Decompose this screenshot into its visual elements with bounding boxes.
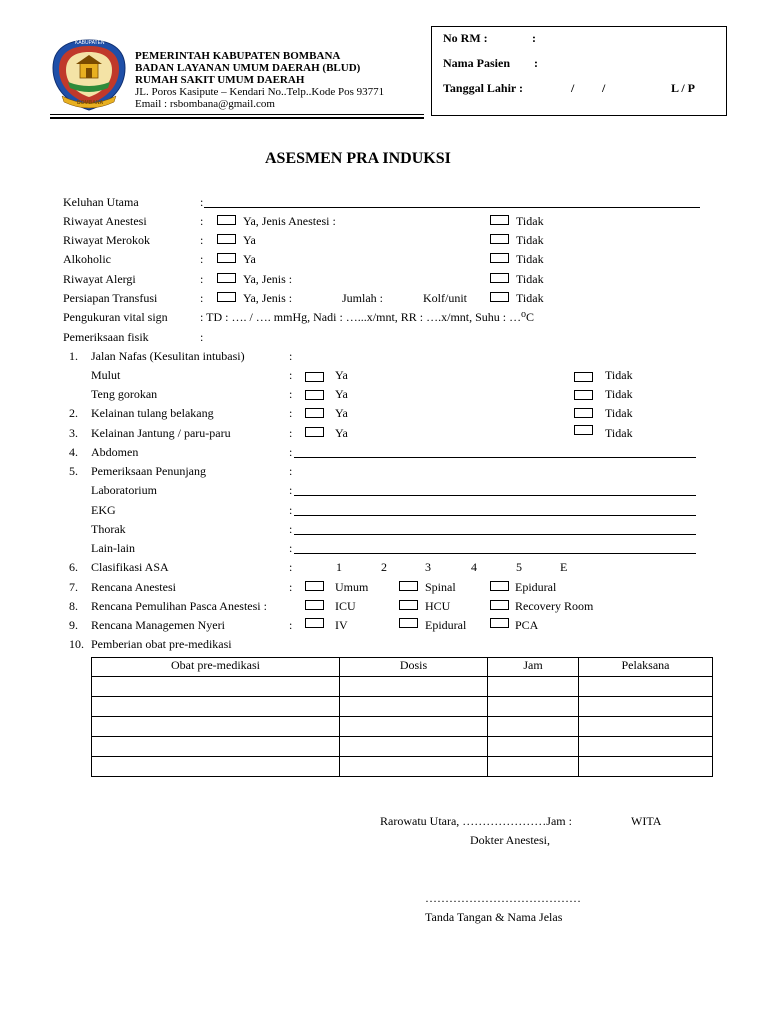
jantung-ya-checkbox[interactable] — [305, 427, 324, 437]
table-cell[interactable] — [340, 717, 488, 737]
signature-caption: Tanda Tangan & Nama Jelas — [425, 910, 563, 924]
item-4-number: 4. — [69, 445, 78, 459]
alergi-ya-label: Ya, Jenis : — [243, 272, 293, 286]
transfusi-colon: : — [200, 291, 204, 305]
merokok-tidak-label: Tidak — [516, 233, 544, 247]
table-cell[interactable] — [488, 677, 579, 697]
epidural-checkbox[interactable] — [490, 581, 509, 591]
alkoholic-colon: : — [200, 252, 204, 266]
alergi-tidak-checkbox[interactable] — [490, 273, 509, 283]
item-5-number: 5. — [69, 464, 78, 478]
lab-colon: : — [289, 483, 293, 497]
abdomen-colon: : — [289, 445, 293, 459]
nyeri-label: Rencana Managemen Nyeri — [91, 618, 225, 632]
vital-label: Pengukuran vital sign — [63, 310, 168, 324]
lain-colon: : — [289, 541, 293, 555]
merokok-colon: : — [200, 233, 204, 247]
mulut-colon: : — [289, 368, 293, 382]
jantung-tidak-checkbox[interactable] — [574, 425, 593, 435]
alkoholic-label: Alkoholic — [63, 252, 111, 266]
table-row — [92, 717, 713, 737]
rencana-anestesi-label: Rencana Anestesi — [91, 580, 176, 594]
keluhan-label: Keluhan Utama — [63, 195, 139, 209]
teng-ya-label: Ya — [335, 387, 348, 401]
mulut-ya-label: Ya — [335, 368, 348, 382]
lab-label: Laboratorium — [91, 483, 157, 497]
tanggal-lahir-label: Tanggal Lahir : — [443, 81, 524, 95]
lain-line[interactable] — [294, 553, 696, 554]
table-row — [92, 737, 713, 757]
jantung-colon: : — [289, 426, 293, 440]
asa-option-5[interactable]: 5 — [516, 560, 522, 574]
hcu-label: HCU — [425, 599, 451, 613]
recovery-room-checkbox[interactable] — [490, 600, 509, 610]
table-cell[interactable] — [488, 757, 579, 777]
vital-value[interactable]: : TD : …. / …. mmHg, Nadi : …...x/mnt, RR : ….x/mnt, Suhu : …⁰C — [200, 310, 534, 324]
recovery-room-label: Recovery Room — [515, 599, 594, 613]
transfusi-jumlah-label: Jumlah : — [342, 291, 383, 305]
alkoholic-ya-checkbox[interactable] — [217, 253, 236, 263]
tulang-tidak-checkbox[interactable] — [574, 408, 593, 418]
table-cell[interactable] — [488, 697, 579, 717]
jantung-ya-label: Ya — [335, 426, 348, 440]
alkoholic-tidak-checkbox[interactable] — [490, 253, 509, 263]
iv-checkbox[interactable] — [305, 618, 324, 628]
table-cell[interactable] — [92, 737, 340, 757]
mulut-label: Mulut — [91, 368, 121, 382]
thorak-line[interactable] — [294, 534, 696, 535]
fisik-colon: : — [200, 330, 204, 344]
date-slash-1: / — [571, 81, 575, 95]
anestesi-tidak-label: Tidak — [516, 214, 544, 228]
pca-checkbox[interactable] — [490, 618, 509, 628]
jalan-nafas-label: Jalan Nafas (Kesulitan intubasi) — [91, 349, 245, 363]
tulang-tidak-label: Tidak — [605, 406, 633, 420]
anestesi-ya-checkbox[interactable] — [217, 215, 236, 225]
asa-option-3[interactable]: 3 — [425, 560, 431, 574]
asa-label: Clasifikasi ASA — [91, 560, 169, 574]
transfusi-kolf-label: Kolf/unit — [423, 291, 467, 305]
table-cell[interactable] — [340, 757, 488, 777]
alkoholic-ya-label: Ya — [243, 252, 256, 266]
teng-label: Teng gorokan — [91, 387, 158, 401]
hcu-checkbox[interactable] — [399, 600, 418, 610]
col-header-jam: Jam — [488, 658, 579, 677]
item-8-number: 8. — [69, 599, 78, 613]
item-6-number: 6. — [69, 560, 78, 574]
tulang-ya-label: Ya — [335, 406, 348, 420]
jalan-nafas-colon: : — [289, 349, 293, 363]
keluhan-line[interactable] — [204, 207, 700, 208]
sex-field: L / P — [671, 81, 696, 95]
doctor-label: Dokter Anestesi, — [470, 833, 550, 847]
table-cell[interactable] — [340, 697, 488, 717]
hospital-logo — [50, 38, 128, 112]
tulang-label: Kelainan tulang belakang — [91, 406, 214, 420]
org-line-1: PEMERINTAH KABUPATEN BOMBANA — [135, 50, 341, 62]
ekg-label: EKG — [91, 503, 116, 517]
thorak-colon: : — [289, 522, 293, 536]
penunjang-colon: : — [289, 464, 293, 478]
item-3-number: 3. — [69, 426, 78, 440]
merokok-ya-label: Ya — [243, 233, 256, 247]
alergi-tidak-label: Tidak — [516, 272, 544, 286]
item-1-number: 1. — [69, 349, 78, 363]
table-cell[interactable] — [579, 757, 713, 777]
table-cell[interactable] — [488, 717, 579, 737]
alergi-ya-checkbox[interactable] — [217, 273, 236, 283]
teng-colon: : — [289, 387, 293, 401]
lab-line[interactable] — [294, 495, 696, 496]
umum-label: Umum — [335, 580, 369, 594]
place-date-line[interactable]: Rarowatu Utara, …………………Jam : — [380, 814, 572, 828]
table-cell[interactable] — [579, 677, 713, 697]
org-line-3: RUMAH SAKIT UMUM DAERAH — [135, 74, 305, 86]
mulut-tidak-checkbox[interactable] — [574, 372, 593, 382]
teng-tidak-checkbox[interactable] — [574, 390, 593, 400]
table-cell[interactable] — [488, 737, 579, 757]
col-header-obat: Obat pre-medikasi — [92, 658, 340, 677]
table-header-row — [92, 658, 713, 677]
teng-tidak-label: Tidak — [605, 387, 633, 401]
col-header-pelaksana: Pelaksana — [579, 658, 713, 677]
table-cell[interactable] — [340, 737, 488, 757]
transfusi-ya-checkbox[interactable] — [217, 292, 236, 302]
anestesi-tidak-checkbox[interactable] — [490, 215, 509, 225]
item-7-number: 7. — [69, 580, 78, 594]
tulang-ya-checkbox[interactable] — [305, 408, 324, 418]
nama-pasien-colon: : — [534, 56, 538, 70]
table-row — [92, 697, 713, 717]
alergi-label: Riwayat Alergi — [63, 272, 136, 286]
umum-checkbox[interactable] — [305, 581, 324, 591]
merokok-ya-checkbox[interactable] — [217, 234, 236, 244]
anestesi-colon: : — [200, 214, 204, 228]
table-row — [92, 677, 713, 697]
signature-line[interactable]: ………………………………… — [425, 891, 581, 905]
transfusi-ya-label: Ya, Jenis : — [243, 291, 293, 305]
keluhan-colon: : — [200, 195, 204, 209]
asa-option-1[interactable]: 1 — [336, 560, 342, 574]
epidural-nyeri-label: Epidural — [425, 618, 467, 632]
rencana-anestesi-colon: : — [289, 580, 293, 594]
table-cell[interactable] — [92, 757, 340, 777]
merokok-label: Riwayat Merokok — [63, 233, 150, 247]
spinal-label: Spinal — [425, 580, 456, 594]
item-10-number: 10. — [69, 637, 84, 651]
item-2-number: 2. — [69, 406, 78, 420]
asa-colon: : — [289, 560, 293, 574]
transfusi-tidak-checkbox[interactable] — [490, 292, 509, 302]
table-cell[interactable] — [579, 737, 713, 757]
lain-label: Lain-lain — [91, 541, 135, 555]
nama-pasien-label: Nama Pasien — [443, 56, 510, 70]
no-rm-label: No RM : — [443, 31, 488, 45]
date-slash-2: / — [602, 81, 606, 95]
pca-label: PCA — [515, 618, 539, 632]
spinal-checkbox[interactable] — [399, 581, 418, 591]
col-header-dosis: Dosis — [340, 658, 488, 677]
table-cell[interactable] — [579, 717, 713, 737]
anestesi-label: Riwayat Anestesi — [63, 214, 147, 228]
org-line-2: BADAN LAYANAN UMUM DAERAH (BLUD) — [135, 62, 361, 74]
asa-option-2[interactable]: 2 — [381, 560, 387, 574]
ekg-line[interactable] — [294, 515, 696, 516]
item-9-number: 9. — [69, 618, 78, 632]
hospital-email: Email : rsbombana@gmail.com — [135, 98, 275, 110]
alkoholic-tidak-label: Tidak — [516, 252, 544, 266]
logo-bottom-text: BOMBANA — [77, 100, 104, 106]
epidural-nyeri-checkbox[interactable] — [399, 618, 418, 628]
table-cell[interactable] — [92, 697, 340, 717]
abdomen-label: Abdomen — [91, 445, 139, 459]
premedikasi-label: Pemberian obat pre-medikasi — [91, 637, 232, 651]
jantung-tidak-label: Tidak — [605, 426, 633, 440]
nyeri-colon: : — [289, 618, 293, 632]
transfusi-tidak-label: Tidak — [516, 291, 544, 305]
premedikasi-table — [91, 657, 713, 777]
icu-checkbox[interactable] — [305, 600, 324, 610]
epidural-label: Epidural — [515, 580, 557, 594]
tulang-colon: : — [289, 406, 293, 420]
jantung-label: Kelainan Jantung / paru-paru — [91, 426, 231, 440]
header-rule-thick — [50, 117, 424, 119]
icu-label: ICU — [335, 599, 356, 613]
anestesi-ya-label: Ya, Jenis Anestesi : — [243, 214, 336, 228]
abdomen-line[interactable] — [294, 457, 696, 458]
table-cell[interactable] — [92, 717, 340, 737]
thorak-label: Thorak — [91, 522, 126, 536]
mulut-tidak-label: Tidak — [605, 368, 633, 382]
table-row — [92, 757, 713, 777]
no-rm-colon: : — [532, 31, 536, 45]
mulut-ya-checkbox[interactable] — [305, 372, 324, 382]
page-title: ASESMEN PRA INDUKSI — [265, 150, 451, 167]
fisik-label: Pemeriksaan fisik — [63, 330, 149, 344]
asa-option-e[interactable]: E — [560, 560, 568, 574]
transfusi-label: Persiapan Transfusi — [63, 291, 158, 305]
teng-ya-checkbox[interactable] — [305, 390, 324, 400]
header-rule — [50, 114, 424, 115]
penunjang-label: Pemeriksaan Penunjang — [91, 464, 206, 478]
alergi-colon: : — [200, 272, 204, 286]
table-cell[interactable] — [340, 677, 488, 697]
ekg-colon: : — [289, 503, 293, 517]
hospital-address: JL. Poros Kasipute – Kendari No..Telp..Kode Pos 93771 — [135, 86, 385, 98]
table-cell[interactable] — [579, 697, 713, 717]
pemulihan-label: Rencana Pemulihan Pasca Anestesi : — [91, 599, 267, 613]
iv-label: IV — [335, 618, 348, 632]
asa-option-4[interactable]: 4 — [471, 560, 477, 574]
logo-top-text: KABUPATEN — [75, 40, 105, 46]
table-cell[interactable] — [92, 677, 340, 697]
merokok-tidak-checkbox[interactable] — [490, 234, 509, 244]
wita-label: WITA — [631, 814, 662, 828]
